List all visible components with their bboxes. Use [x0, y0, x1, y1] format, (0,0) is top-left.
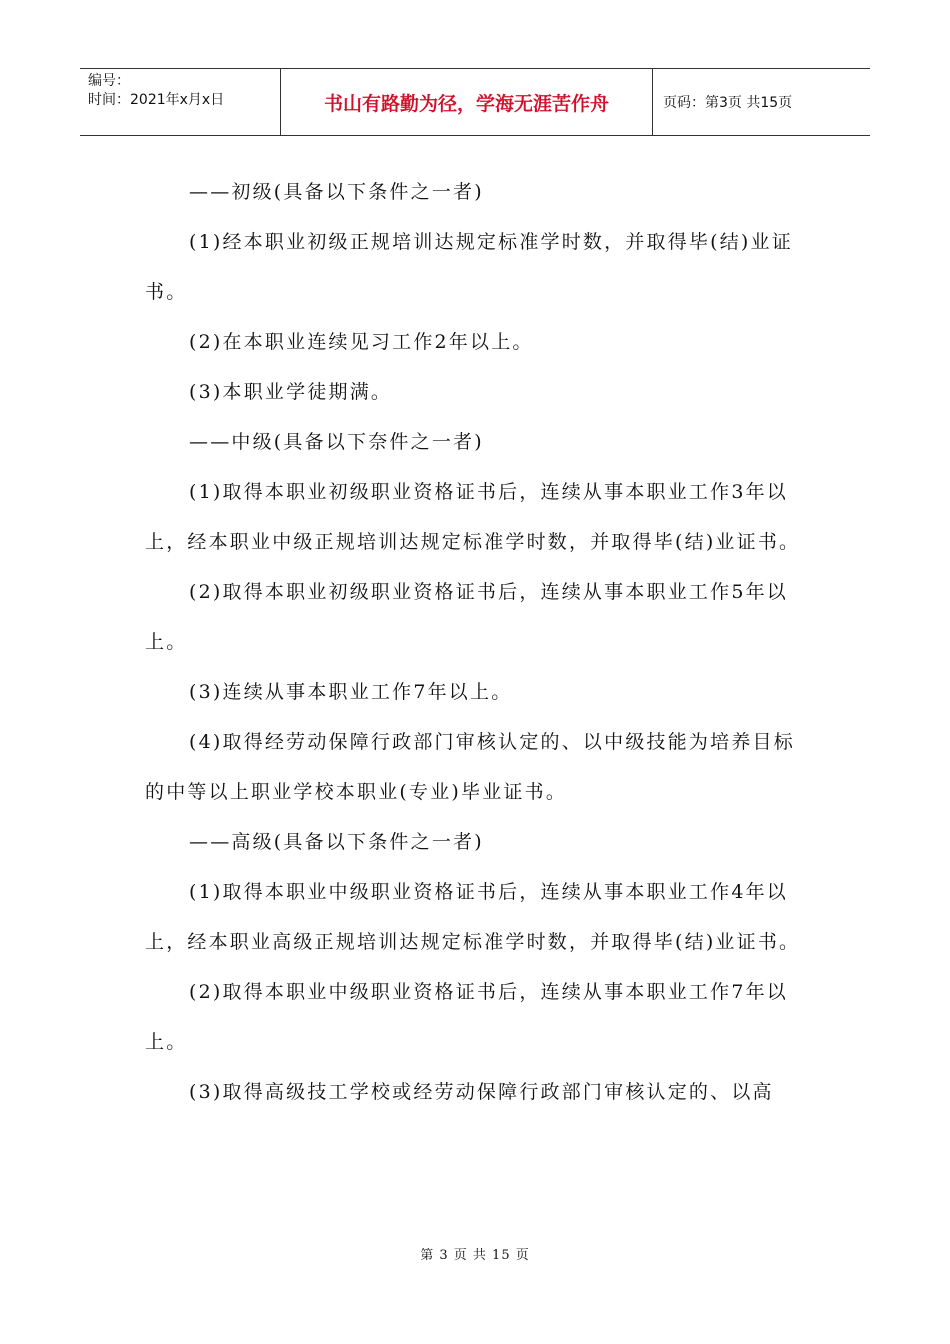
body-paragraph: (1)经本职业初级正规培训达规定标准学时数，并取得毕(结)业证书。: [145, 231, 793, 303]
body-paragraph: (4)取得经劳动保障行政部门审核认定的、以中级技能为培养目标的中等以上职业学校本职业(专业)毕业证书。: [145, 731, 795, 803]
page-footer: 第 3 页 共 15 页: [420, 1248, 530, 1263]
body-paragraph: (1)取得本职业中级职业资格证书后，连续从事本职业工作4年以上，经本职业高级正规培训达规定标准学时数，并取得毕(结)业证书。: [145, 881, 801, 953]
header-meta-cell: [80, 69, 281, 135]
body-paragraph: (3)连续从事本职业工作7年以上。: [189, 681, 513, 703]
time-label: 时间：2021年x月x日: [88, 92, 225, 108]
number-label: 编号：: [88, 73, 130, 89]
body-paragraph: ——高级(具备以下条件之一者): [189, 831, 484, 853]
body-paragraph: (1)取得本职业初级职业资格证书后，连续从事本职业工作3年以上，经本职业中级正规培训达规定标准学时数，并取得毕(结)业证书。: [145, 481, 801, 553]
body-paragraph: (2)在本职业连续见习工作2年以上。: [189, 331, 534, 353]
body-paragraph: ——中级(具备以下奈件之一者): [189, 431, 484, 453]
body-paragraph: ——初级(具备以下条件之一者): [189, 181, 484, 203]
header-page-info: 页码：第3页 共15页: [663, 95, 793, 111]
header-motto: 书山有路勤为径，学海无涯苦作舟: [281, 69, 653, 135]
document-body: [145, 167, 805, 1117]
document-header: [80, 68, 870, 136]
body-paragraph: (2)取得本职业初级职业资格证书后，连续从事本职业工作5年以上。: [145, 581, 789, 653]
body-paragraph: (3)取得高级技工学校或经劳动保障行政部门审核认定的、以高: [189, 1081, 774, 1103]
body-paragraph: (2)取得本职业中级职业资格证书后，连续从事本职业工作7年以上。: [145, 981, 789, 1053]
body-paragraph: (3)本职业学徒期满。: [189, 381, 393, 403]
